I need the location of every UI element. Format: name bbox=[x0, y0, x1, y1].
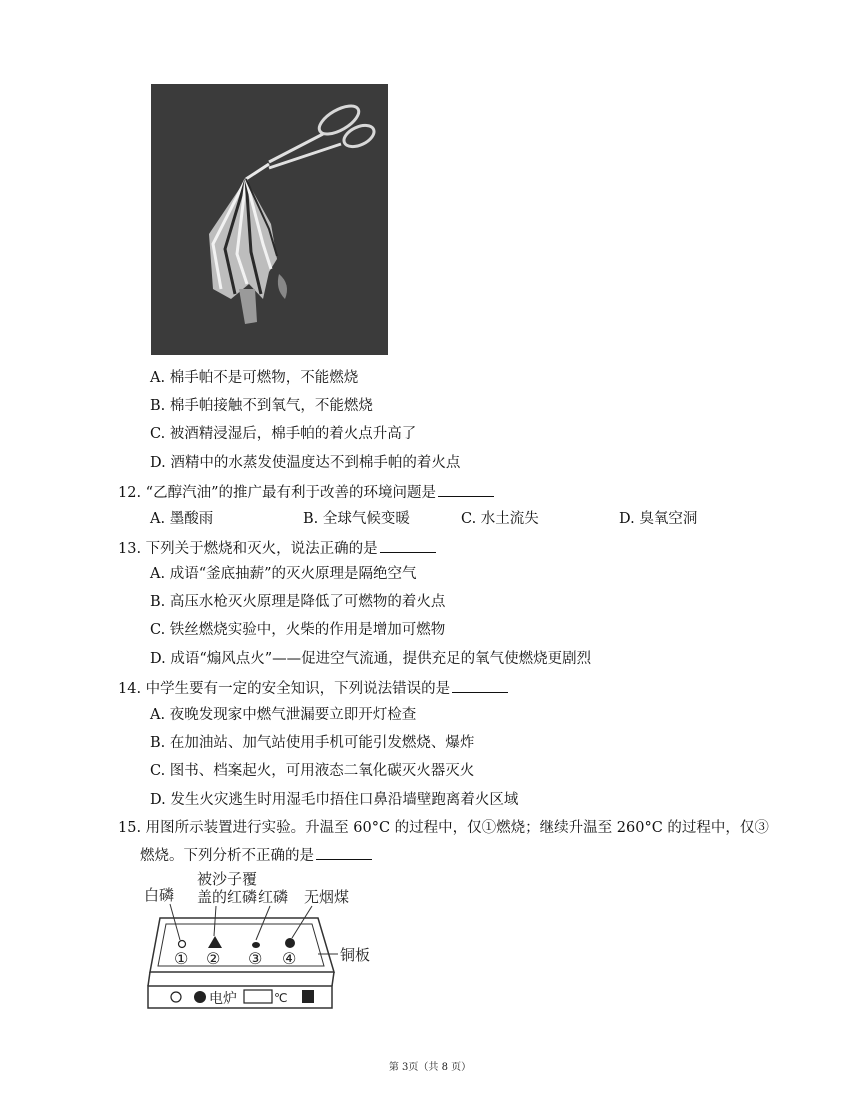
temperature-unit: ℃ bbox=[274, 991, 288, 1005]
q13-stem bbox=[118, 538, 436, 559]
q12-options bbox=[0, 509, 860, 529]
marker-4: ④ bbox=[282, 949, 297, 968]
q13-option-a: A. 成语“釜底抽薪”的灭火原理是隔绝空气 bbox=[150, 566, 417, 582]
marker-3: ③ bbox=[248, 949, 263, 968]
answer-blank bbox=[316, 845, 372, 860]
q12-stem-text: 12. “乙醇汽油”的推广最有利于改善的环境问题是 bbox=[118, 485, 436, 501]
q11-option-a: A. 棉手帕不是可燃物，不能燃烧 bbox=[150, 370, 359, 386]
label-white-phosphorus: 白磷 bbox=[144, 886, 175, 904]
q14-option-c: C. 图书、档案起火，可用液态二氧化碳灭火器灭火 bbox=[150, 763, 475, 779]
q11-option-c: C. 被酒精浸湿后，棉手帕的着火点升高了 bbox=[150, 426, 417, 442]
label-covered-red-phosphorus-line1: 被沙子覆 bbox=[197, 870, 258, 888]
red-phosphorus-sample bbox=[252, 942, 260, 948]
q12-stem bbox=[118, 482, 494, 503]
marker-2: ② bbox=[206, 949, 221, 968]
q15-stem-line1: 15. 用图所示装置进行实验。升温至 60°C 的过程中，仅①燃烧；继续升温至 260°C 的过程中，仅③ bbox=[118, 820, 769, 836]
tongs-handkerchief-illustration bbox=[151, 84, 388, 355]
marker-1: ① bbox=[174, 949, 189, 968]
q14-option-d: D. 发生火灾逃生时用湿毛巾捂住口鼻沿墙壁跑离着火区域 bbox=[150, 792, 519, 808]
q13-option-b: B. 高压水枪灭火原理是降低了可燃物的着火点 bbox=[150, 594, 446, 610]
q13-stem-text: 13. 下列关于燃烧和灭火，说法正确的是 bbox=[118, 541, 378, 557]
label-red-phosphorus: 红磷 bbox=[258, 888, 289, 906]
q14-stem-text: 14. 中学生要有一定的安全知识，下列说法错误的是 bbox=[118, 681, 451, 697]
stove-switch-icon bbox=[302, 990, 314, 1003]
label-covered-red-phosphorus-line2: 盖的红磷 bbox=[197, 888, 258, 906]
q15-stem-line2 bbox=[140, 845, 372, 866]
white-phosphorus-sample bbox=[179, 941, 186, 948]
q11-option-b: B. 棉手帕接触不到氧气，不能燃烧 bbox=[150, 398, 373, 414]
q12-option-b: B. 全球气候变暖 bbox=[303, 511, 410, 527]
q13-option-c: C. 铁丝燃烧实验中，火柴的作用是增加可燃物 bbox=[150, 622, 446, 638]
q12-option-d: D. 臭氧空洞 bbox=[619, 511, 698, 527]
stove-knob-off-icon bbox=[171, 992, 181, 1002]
q14-stem bbox=[118, 678, 508, 699]
answer-blank bbox=[452, 678, 508, 693]
label-copper-plate: 铜板 bbox=[340, 946, 371, 964]
q14-option-b: B. 在加油站、加气站使用手机可能引发燃烧、爆炸 bbox=[150, 735, 475, 751]
label-anthracite: 无烟煤 bbox=[304, 888, 350, 906]
q15-stem-text: 燃烧。下列分析不正确的是 bbox=[140, 848, 314, 864]
answer-blank bbox=[380, 538, 436, 553]
anthracite-sample bbox=[285, 938, 295, 948]
stove-knob-on-icon bbox=[194, 991, 206, 1003]
q13-option-d: D. 成语“煽风点火”——促进空气流通，提供充足的氧气使燃烧更剧烈 bbox=[150, 651, 592, 667]
temperature-display bbox=[244, 990, 272, 1003]
covered-red-phosphorus-sample bbox=[208, 936, 222, 948]
q14-option-a: A. 夜晚发现家中燃气泄漏要立即开灯检查 bbox=[150, 707, 417, 723]
q12-option-a: A. 墨酸雨 bbox=[150, 511, 214, 527]
q11-option-d: D. 酒精中的水蒸发使温度达不到棉手帕的着火点 bbox=[150, 455, 461, 471]
answer-blank bbox=[438, 482, 494, 497]
handkerchief-photo bbox=[151, 84, 388, 355]
q12-option-c: C. 水土流失 bbox=[461, 511, 539, 527]
label-electric-stove: 电炉 bbox=[209, 991, 237, 1007]
page-footer: 第 3页（共 8 页） bbox=[388, 1062, 472, 1073]
experiment-apparatus-figure bbox=[140, 868, 380, 1014]
